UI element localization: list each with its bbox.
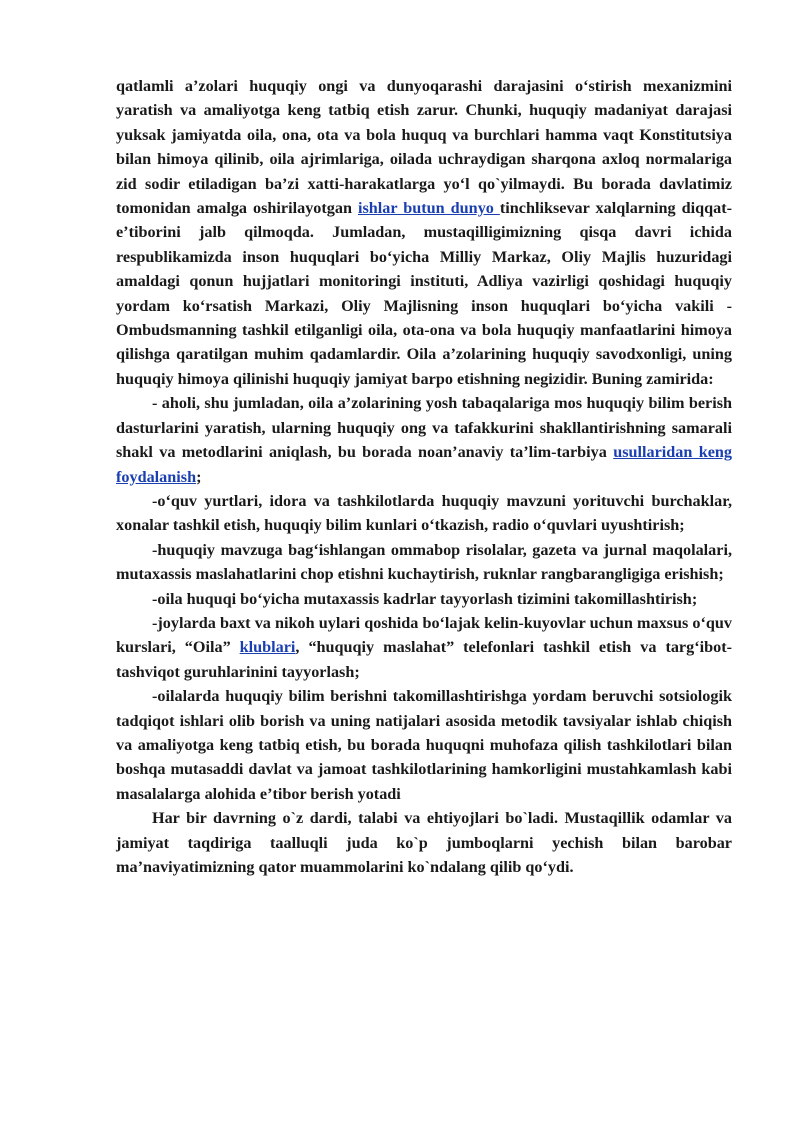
paragraph-1 (116, 74, 732, 391)
paragraph-4: -huquqiy mavzuga bag‘ishlangan ommabop risolalar, gazeta va jurnal maqolalari, mutaxassis maslahatlarini chop etishni kuchaytirish, ruknlar rangbarangligiga erishish; (116, 540, 732, 584)
paragraph-1-text-a: qatlamli a’zolari huquqiy ongi va dunyoqarashi darajasini o‘stirish mexanizmini yaratish va amaliyotga keng tatbiq etish zarur. Chunki, huquqiy madaniyat darajasi yuksak jamiyatda oila, ona, ota va bola huquq va burchlari hamma vaqt Konstitutsiya bilan himoya qilinib, oila ajrimlariga, oilada uchraydigan sharqona axloq normalariga zid sodir etiladigan ba’zi xatti-harakatlarga yo‘l qo`yilmaydi. Bu borada davlatimiz tomonidan amalga oshirilayotgan (116, 77, 732, 218)
paragraph-8: Har bir davrning o`z dardi, talabi va ehtiyojlari bo`ladi. Mustaqillik odamlar va jamiyat taqdiriga taalluqli juda ko`p jumboqlarni yechish bilan barobar ma’naviyatimizning qator muammolarini ko`ndalang qilib qo‘ydi. (116, 809, 732, 876)
paragraph-2-text-b: ; (196, 467, 202, 486)
link-usullaridan-keng-foydalanish[interactable]: usullaridan keng foydalanish (116, 443, 732, 486)
link-klublari[interactable]: klublari (239, 638, 296, 657)
paragraph-6-text-a: -joylarda baxt va nikoh uylari qoshida bo‘lajak kelin-kuyovlar uchun maxsus o‘quv kurslari, “Oila” (116, 613, 732, 657)
document-page (116, 74, 732, 879)
paragraph-2-text-a: - aholi, shu jumladan, oila a’zolarining yosh tabaqalariga mos huquqiy bilim berish dasturlarini yaratish, ularning huquqiy ong va tafakkurini shakllantirishning samarali shakl va metodlarini aniqlash, bu borada noan’anaviy ta’lim-tarbiya (116, 394, 732, 462)
paragraph-6 (116, 611, 732, 684)
paragraph-1-text-b: tinchliksevar xalqlarning diqqat-e’tiborini jalb qilmoqda. Jumladan, mustaqilligimizning qisqa davri ichida respublikamizda inson huquqlari bo‘yicha Milliy Markaz, Oliy Majlis huzuridagi amaldagi qonun hujjatlari monitoringi instituti, Adliya vazirligi qoshidagi huquqiy yordam ko‘rsatish Markazi, Oliy Majlisning inson huquqlari bo‘yicha vakili - Ombudsmanning tashkil etilganligi oila, ota-ona va bola huquqiy manfaatlarini himoya qilishga qaratilgan muhim qadamlardir. Oila a’zolarining huquqiy savodxonligi, uning huquqiy himoya qilinishi huquqiy jamiyat barpo etishning negizidir. Buning zamirida: (116, 199, 732, 388)
paragraph-5: -oila huquqi bo‘yicha mutaxassis kadrlar tayyorlash tizimini takomillashtirish; (152, 589, 698, 608)
paragraph-6-text-b: , “huquqiy maslahat” telefonlari tashkil etish va targ‘ibot-tashviqot guruhlarinini tayyorlash; (116, 638, 732, 681)
paragraph-7: -oilalarda huquqiy bilim berishni takomillashtirishga yordam beruvchi sotsiologik tadqiqot ishlari olib borish va uning natijalari asosida metodik tavsiyalar ishlab chiqish va amaliyotga keng tatbiq etish, bu borada huquqni muhofaza qilish tashkilotlari bilan boshqa mutasaddi davlat va jamoat tashkilotlarining hamkorligini mustahkamlash kabi masalalarga alohida e’tibor berish yotadi (116, 687, 732, 803)
paragraph-2 (116, 391, 732, 489)
link-ishlar-butun-dunyo[interactable]: ishlar butun dunyo (357, 199, 500, 218)
paragraph-3: -o‘quv yurtlari, idora va tashkilotlarda huquqiy mavzuni yorituvchi burchaklar, xonalar tashkil etish, huquqiy bilim kunlari o‘tkazish, radio o‘quvlari uyushtirish; (116, 491, 732, 535)
